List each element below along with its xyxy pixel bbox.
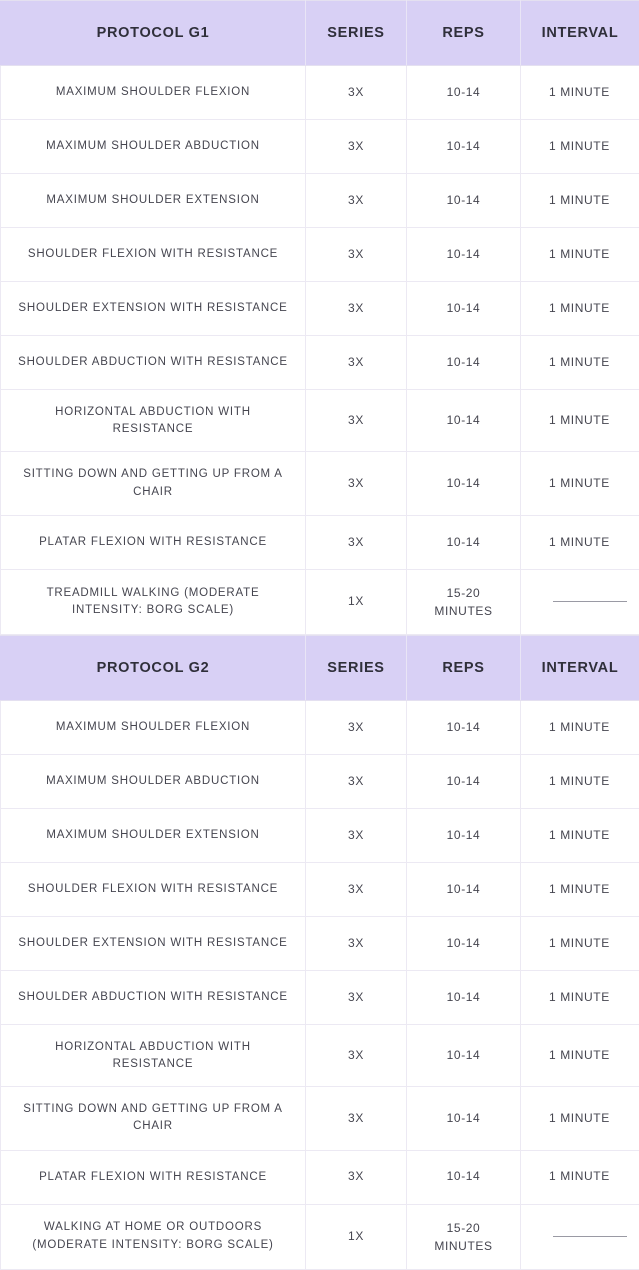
cell-interval: 1 MINUTE [521, 862, 639, 916]
cell-exercise: MAXIMUM SHOULDER ABDUCTION [1, 754, 306, 808]
table-row [1, 1204, 639, 1269]
cell-interval: 1 MINUTE [521, 228, 639, 282]
cell-reps: 15-20 MINUTES [407, 569, 521, 634]
cell-series: 3X [306, 66, 407, 120]
cell-reps: 10-14 [407, 228, 521, 282]
cell-interval: 1 MINUTE [521, 174, 639, 228]
cell-interval: 1 MINUTE [521, 452, 639, 516]
cell-series: 3X [306, 1024, 407, 1086]
cell-exercise: MAXIMUM SHOULDER ABDUCTION [1, 120, 306, 174]
cell-exercise: PLATAR FLEXION WITH RESISTANCE [1, 515, 306, 569]
cell-series: 3X [306, 174, 407, 228]
cell-reps: 10-14 [407, 282, 521, 336]
cell-reps: 10-14 [407, 1150, 521, 1204]
cell-series: 3X [306, 754, 407, 808]
protocol-title: PROTOCOL G2 [1, 635, 306, 700]
column-header-interval: INTERVAL [521, 635, 639, 700]
table-row [1, 228, 639, 282]
cell-interval-empty [521, 1204, 639, 1269]
cell-exercise: TREADMILL WALKING (MODERATE INTENSITY: BORG SCALE) [1, 569, 306, 634]
cell-exercise: SHOULDER FLEXION WITH RESISTANCE [1, 228, 306, 282]
protocol-title: PROTOCOL G1 [1, 1, 306, 66]
table-row [1, 515, 639, 569]
cell-interval-empty [521, 569, 639, 634]
table-row [1, 700, 639, 754]
cell-reps: 10-14 [407, 174, 521, 228]
cell-reps: 10-14 [407, 1024, 521, 1086]
cell-interval: 1 MINUTE [521, 282, 639, 336]
table-row [1, 1150, 639, 1204]
column-header-reps: REPS [407, 635, 521, 700]
cell-exercise: HORIZONTAL ABDUCTION WITH RESISTANCE [1, 1024, 306, 1086]
table-row [1, 754, 639, 808]
table-header-row [1, 1, 639, 66]
cell-series: 3X [306, 390, 407, 452]
cell-exercise: MAXIMUM SHOULDER FLEXION [1, 66, 306, 120]
column-header-reps: REPS [407, 1, 521, 66]
cell-reps: 15-20 MINUTES [407, 1204, 521, 1269]
cell-exercise: SHOULDER FLEXION WITH RESISTANCE [1, 862, 306, 916]
cell-exercise: HORIZONTAL ABDUCTION WITH RESISTANCE [1, 390, 306, 452]
cell-series: 1X [306, 1204, 407, 1269]
cell-exercise: WALKING AT HOME OR OUTDOORS (MODERATE INTENSITY: BORG SCALE) [1, 1204, 306, 1269]
cell-series: 3X [306, 862, 407, 916]
cell-interval: 1 MINUTE [521, 515, 639, 569]
cell-interval: 1 MINUTE [521, 970, 639, 1024]
cell-reps: 10-14 [407, 808, 521, 862]
table-row [1, 336, 639, 390]
cell-series: 3X [306, 282, 407, 336]
cell-exercise: SHOULDER ABDUCTION WITH RESISTANCE [1, 336, 306, 390]
cell-reps: 10-14 [407, 916, 521, 970]
table-row [1, 282, 639, 336]
cell-interval: 1 MINUTE [521, 336, 639, 390]
table-row [1, 569, 639, 634]
table-row [1, 120, 639, 174]
cell-exercise: SHOULDER ABDUCTION WITH RESISTANCE [1, 970, 306, 1024]
empty-dash-icon [553, 1236, 627, 1237]
cell-exercise: SITTING DOWN AND GETTING UP FROM A CHAIR [1, 1087, 306, 1151]
table-row [1, 862, 639, 916]
column-header-series: SERIES [306, 1, 407, 66]
cell-series: 3X [306, 808, 407, 862]
cell-series: 3X [306, 228, 407, 282]
column-header-interval: INTERVAL [521, 1, 639, 66]
cell-series: 3X [306, 120, 407, 174]
cell-series: 3X [306, 1150, 407, 1204]
cell-interval: 1 MINUTE [521, 808, 639, 862]
cell-series: 3X [306, 916, 407, 970]
cell-reps: 10-14 [407, 336, 521, 390]
cell-interval: 1 MINUTE [521, 754, 639, 808]
cell-exercise: SITTING DOWN AND GETTING UP FROM A CHAIR [1, 452, 306, 516]
table-row [1, 174, 639, 228]
table-row [1, 808, 639, 862]
table-row [1, 1087, 639, 1151]
cell-interval: 1 MINUTE [521, 66, 639, 120]
protocol-table-g2 [0, 635, 639, 1270]
cell-interval: 1 MINUTE [521, 1087, 639, 1151]
cell-series: 1X [306, 569, 407, 634]
table-row [1, 1024, 639, 1086]
cell-series: 3X [306, 336, 407, 390]
table-header-row [1, 635, 639, 700]
column-header-series: SERIES [306, 635, 407, 700]
cell-reps: 10-14 [407, 862, 521, 916]
table-row [1, 66, 639, 120]
cell-interval: 1 MINUTE [521, 916, 639, 970]
cell-interval: 1 MINUTE [521, 390, 639, 452]
cell-interval: 1 MINUTE [521, 120, 639, 174]
cell-reps: 10-14 [407, 515, 521, 569]
cell-reps: 10-14 [407, 390, 521, 452]
cell-reps: 10-14 [407, 66, 521, 120]
cell-series: 3X [306, 970, 407, 1024]
cell-exercise: MAXIMUM SHOULDER FLEXION [1, 700, 306, 754]
cell-exercise: MAXIMUM SHOULDER EXTENSION [1, 808, 306, 862]
cell-interval: 1 MINUTE [521, 1150, 639, 1204]
cell-series: 3X [306, 452, 407, 516]
table-row [1, 916, 639, 970]
cell-exercise: SHOULDER EXTENSION WITH RESISTANCE [1, 282, 306, 336]
cell-exercise: MAXIMUM SHOULDER EXTENSION [1, 174, 306, 228]
empty-dash-icon [553, 601, 627, 602]
cell-reps: 10-14 [407, 120, 521, 174]
table-row [1, 390, 639, 452]
cell-series: 3X [306, 515, 407, 569]
cell-reps: 10-14 [407, 970, 521, 1024]
cell-interval: 1 MINUTE [521, 700, 639, 754]
cell-reps: 10-14 [407, 1087, 521, 1151]
table-row [1, 452, 639, 516]
cell-reps: 10-14 [407, 452, 521, 516]
cell-reps: 10-14 [407, 700, 521, 754]
cell-exercise: SHOULDER EXTENSION WITH RESISTANCE [1, 916, 306, 970]
cell-interval: 1 MINUTE [521, 1024, 639, 1086]
cell-reps: 10-14 [407, 754, 521, 808]
cell-series: 3X [306, 700, 407, 754]
cell-exercise: PLATAR FLEXION WITH RESISTANCE [1, 1150, 306, 1204]
cell-series: 3X [306, 1087, 407, 1151]
table-row [1, 970, 639, 1024]
